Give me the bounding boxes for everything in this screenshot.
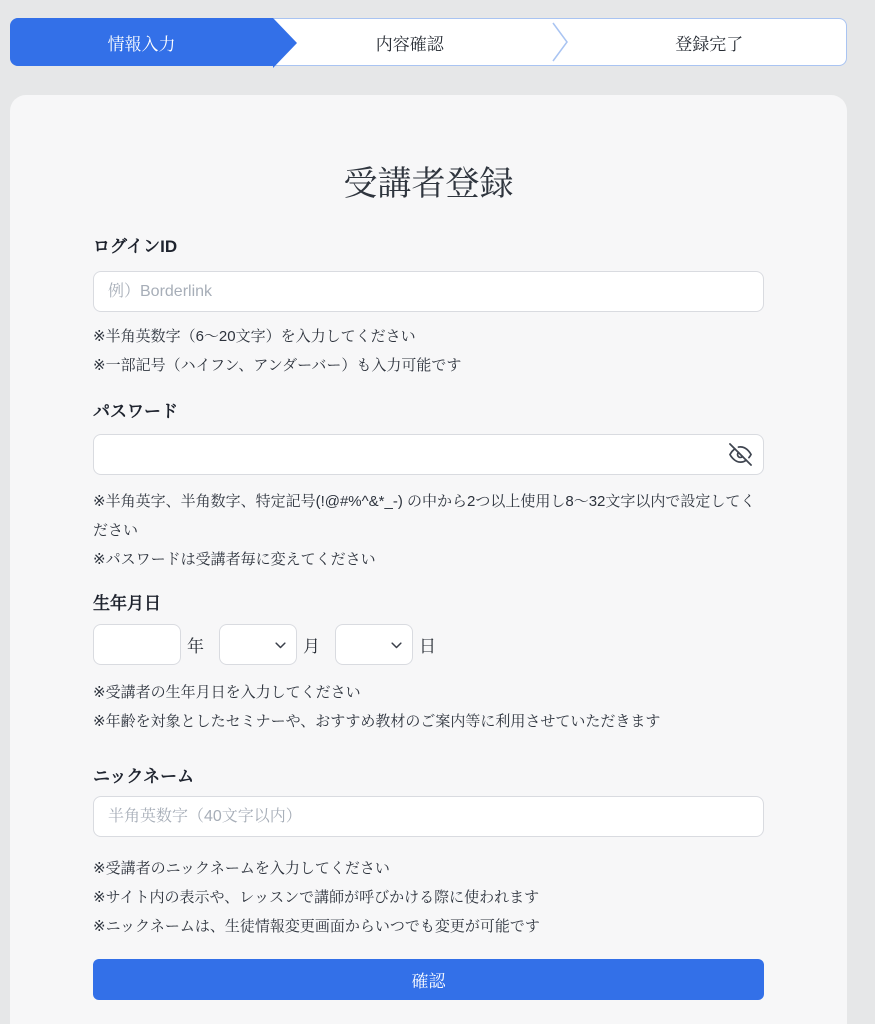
field-note: ※ニックネームは、生徒情報変更画面からいつでも変更が可能です [93,918,540,935]
nickname-input[interactable] [93,796,764,837]
registration-card [10,95,847,1024]
nickname-notes [93,854,764,941]
field-note: ※一部記号（ハイフン、アンダーバー）も入力可能です [93,357,462,374]
password-visibility-toggle[interactable] [727,442,753,468]
birth-month-select-wrap [219,624,297,665]
unit-year: 年 [187,637,204,656]
field-note: ※パスワードは受講者毎に変えてください [93,551,376,568]
step-info-input [10,18,273,66]
field-note: ※半角英字、半角数字、特定記号(!@#%^&*_-) の中から2つ以上使用し8〜32文字以内で設定してください [93,493,756,539]
birthdate-row [93,624,764,665]
field-note: ※年齢を対象としたセミナーや、おすすめ教材のご案内等に利用させていただきます [93,713,661,730]
login-id-notes [93,322,764,380]
page-title: 受講者登録 [343,165,514,203]
eye-off-icon [729,443,752,466]
nickname-label: ニックネーム [93,767,195,786]
step-complete [573,19,847,65]
birthdate-notes [93,678,764,736]
step-label: 内容確認 [375,34,444,54]
birth-year-input[interactable] [93,624,181,665]
step-label: 情報入力 [107,34,176,54]
birth-day-select[interactable] [335,624,413,665]
birth-day-select-wrap [335,624,413,665]
step-label: 登録完了 [675,34,744,54]
field-note: ※受講者の生年月日を入力してください [93,684,361,701]
step-confirm [273,19,547,65]
field-note: ※サイト内の表示や、レッスンで講師が呼びかける際に使われます [93,889,540,906]
login-id-label: ログインID [93,237,178,256]
field-note: ※半角英数字（6〜20文字）を入力してください [93,328,416,345]
password-label: パスワード [93,402,178,421]
login-id-input[interactable] [93,271,764,312]
progress-stepper [10,18,847,66]
birthdate-label: 生年月日 [93,594,161,613]
birth-month-select[interactable] [219,624,297,665]
unit-day: 日 [419,637,436,656]
password-input[interactable] [93,434,764,475]
password-notes [93,487,764,574]
step-divider-chevron-icon [547,19,573,65]
confirm-button[interactable]: 確認 [93,959,764,1000]
field-note: ※受講者のニックネームを入力してください [93,860,390,877]
unit-month: 月 [303,637,320,656]
